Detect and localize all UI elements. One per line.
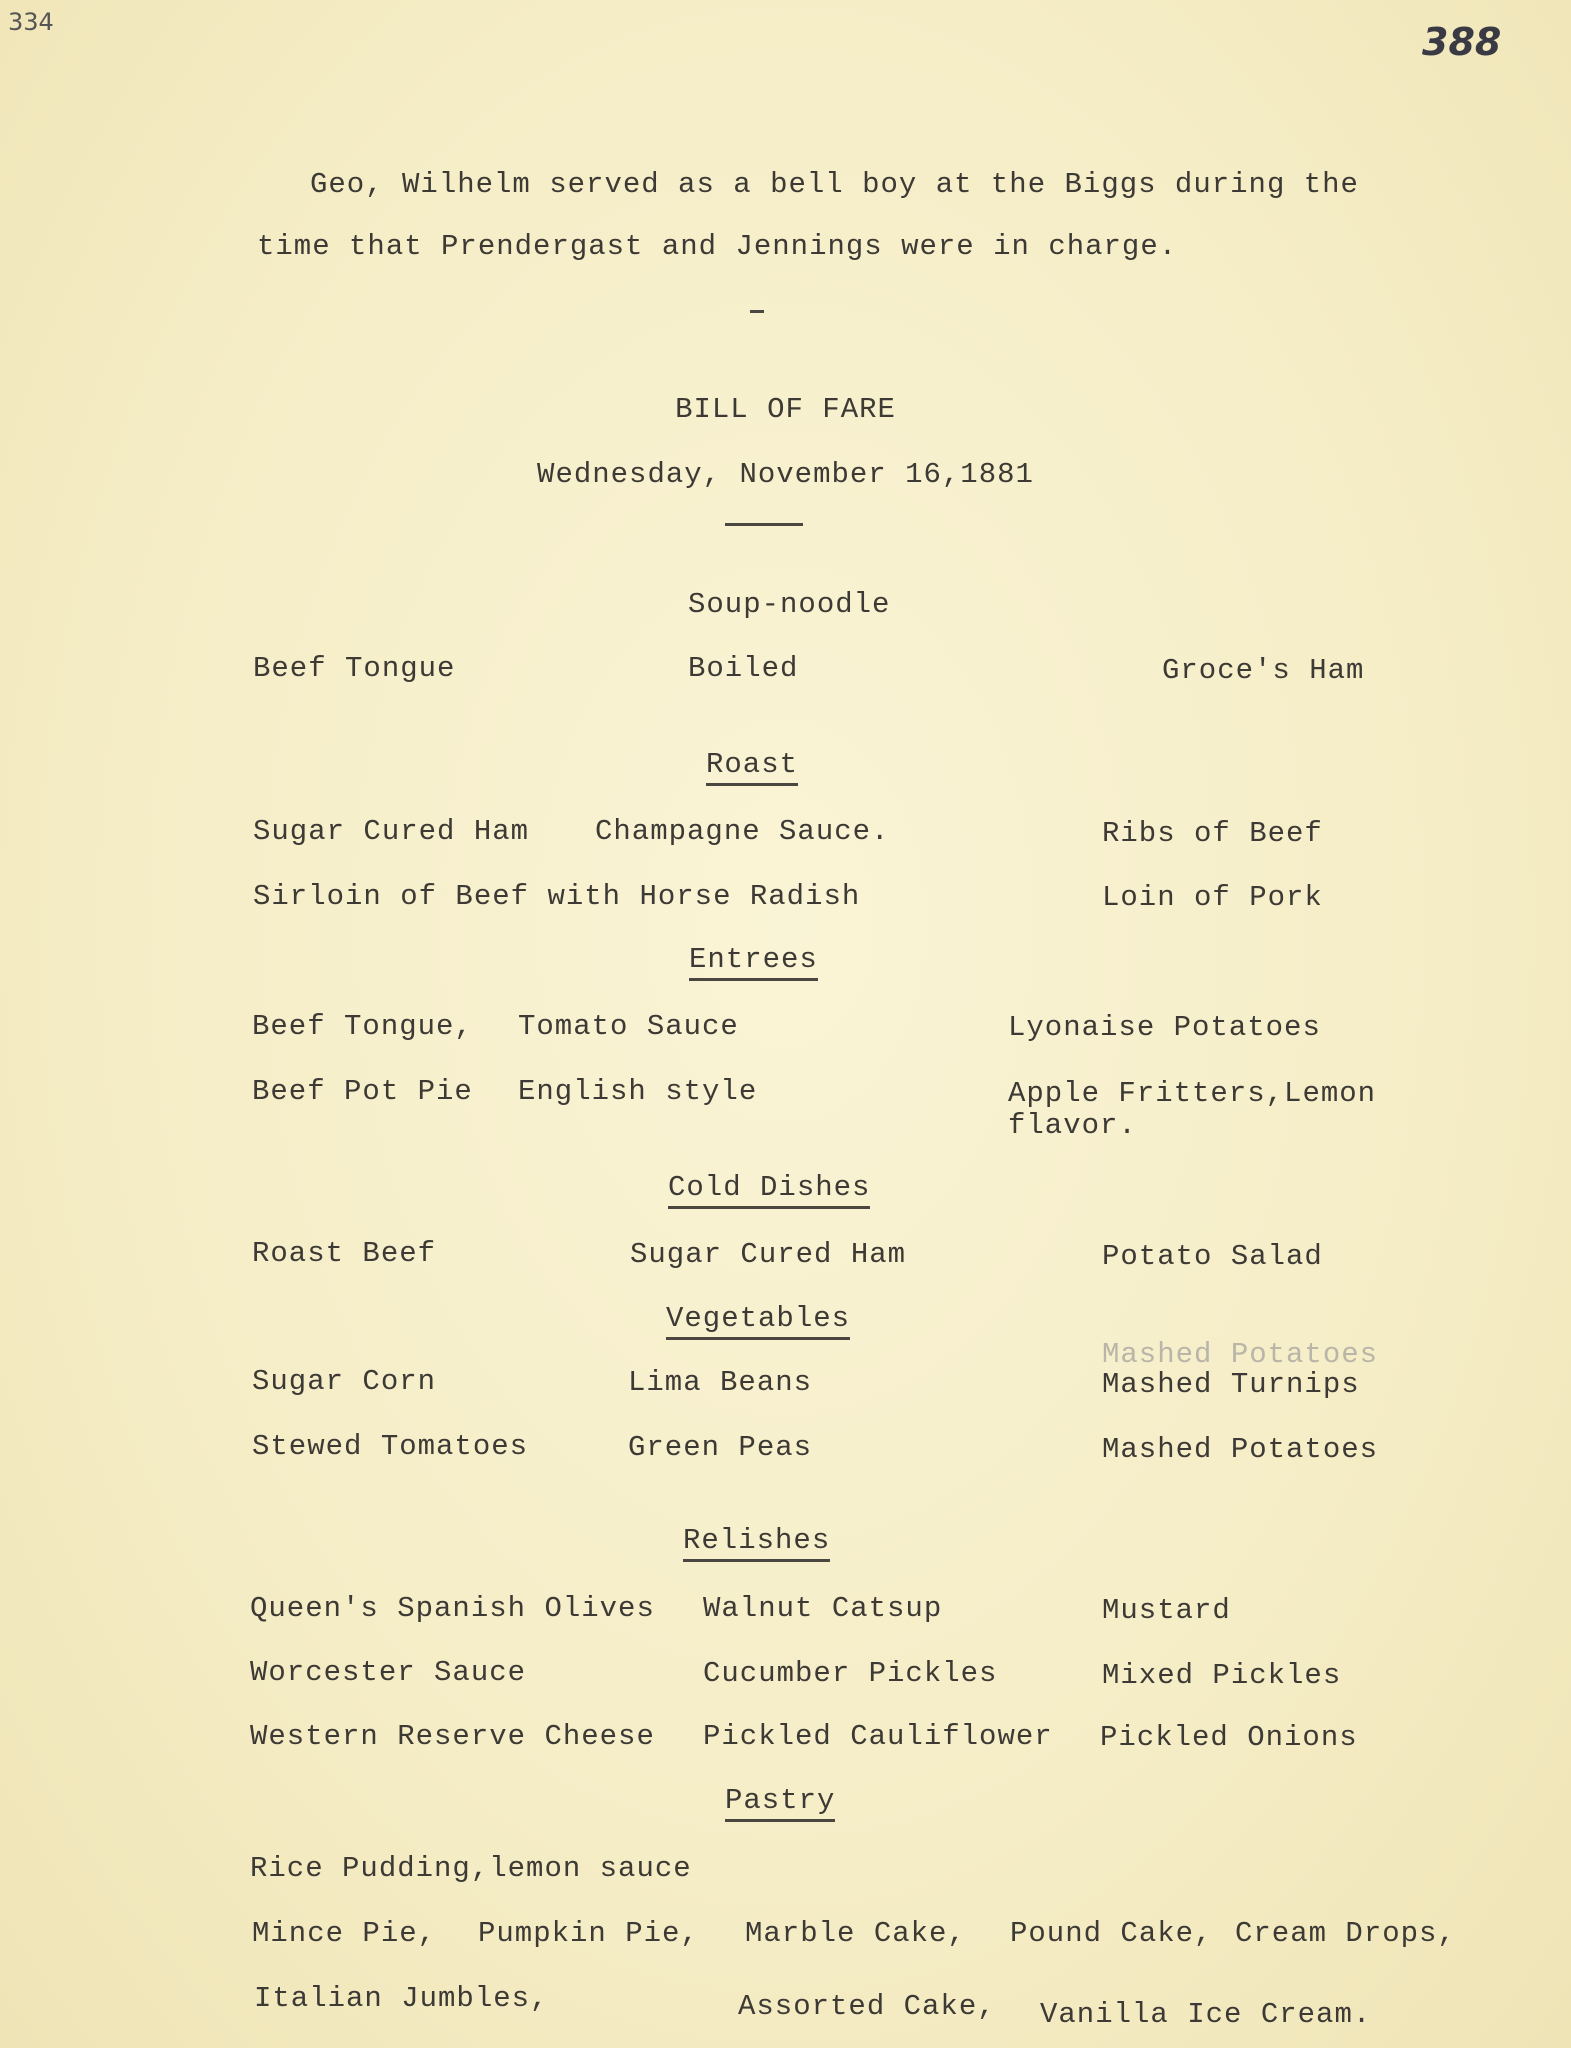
menu-title: BILL OF FARE	[675, 393, 896, 426]
intro-line-2: time that Prendergast and Jennings were in charge.	[257, 230, 1178, 263]
pastry-line3-item2: Assorted Cake,	[738, 1990, 996, 2023]
title-rule	[725, 523, 803, 526]
vegetables-row1-col1: Sugar Corn	[252, 1365, 437, 1398]
relishes-row1-col2: Walnut Catsup	[703, 1592, 943, 1625]
vegetables-row2-col3: Mashed Potatoes	[1102, 1433, 1379, 1466]
page-number-handwritten: 388	[1422, 20, 1502, 64]
intro-line-1: Geo, Wilhelm served as a bell boy at the Biggs during the	[310, 168, 1359, 201]
relishes-row2-col3: Mixed Pickles	[1102, 1659, 1342, 1692]
boiled-right: Groce's Ham	[1162, 654, 1365, 687]
roast-row2-left: Sirloin of Beef with Horse Radish	[253, 880, 861, 913]
pastry-line3-item3: Vanilla Ice Cream.	[1040, 1998, 1372, 2031]
relishes-row3-col1: Western Reserve Cheese	[250, 1720, 655, 1753]
relishes-row2-col1: Worcester Sauce	[250, 1656, 527, 1689]
vegetables-row1-col3: Mashed Turnips	[1102, 1368, 1360, 1401]
entrees-row2-left: Beef Pot Pie	[252, 1075, 473, 1108]
cold-dishes-heading: Cold Dishes	[668, 1171, 870, 1209]
relishes-heading: Relishes	[683, 1524, 830, 1562]
pastry-line2-item2: Pumpkin Pie,	[478, 1917, 699, 1950]
vegetables-row2-col2: Green Peas	[628, 1431, 813, 1464]
entrees-row2-right-line2: flavor.	[1008, 1109, 1137, 1142]
relishes-row3-col3: Pickled Onions	[1100, 1721, 1358, 1754]
vegetables-heading: Vegetables	[666, 1302, 850, 1340]
entrees-heading: Entrees	[689, 943, 818, 981]
cold-dishes-col1: Roast Beef	[252, 1237, 437, 1270]
roast-row1-mid: Champagne Sauce.	[595, 815, 890, 848]
menu-date: Wednesday, November 16,1881	[537, 458, 1034, 491]
vegetables-row2-col1: Stewed Tomatoes	[252, 1430, 529, 1463]
pastry-line2-item1: Mince Pie,	[252, 1917, 437, 1950]
separator-dash	[750, 310, 764, 313]
pastry-line1: Rice Pudding,lemon sauce	[250, 1852, 692, 1885]
pastry-line2-item3: Marble Cake,	[745, 1917, 966, 1950]
entrees-row2-right-line1: Apple Fritters,Lemon	[1008, 1077, 1377, 1110]
boiled-heading: Boiled	[688, 652, 799, 685]
roast-row1-right: Ribs of Beef	[1102, 817, 1323, 850]
vegetables-overstrike: Mashed Potatoes	[1102, 1338, 1379, 1371]
entrees-row1-right: Lyonaise Potatoes	[1008, 1011, 1321, 1044]
cold-dishes-col2: Sugar Cured Ham	[630, 1238, 907, 1271]
relishes-row3-col2: Pickled Cauliflower	[703, 1720, 1053, 1753]
page-number-left: 334	[8, 8, 54, 36]
cold-dishes-col3: Potato Salad	[1102, 1240, 1323, 1273]
entrees-row2-mid: English style	[518, 1075, 758, 1108]
roast-row1-left: Sugar Cured Ham	[253, 815, 530, 848]
entrees-row1-left: Beef Tongue,	[252, 1010, 473, 1043]
roast-heading: Roast	[706, 748, 798, 786]
pastry-heading: Pastry	[725, 1784, 835, 1822]
relishes-row1-col3: Mustard	[1102, 1594, 1231, 1627]
soup-line: Soup-noodle	[688, 588, 891, 621]
boiled-left: Beef Tongue	[253, 652, 456, 685]
pastry-line3-item1: Italian Jumbles,	[254, 1982, 549, 2015]
pastry-line2-item5: Cream Drops,	[1235, 1917, 1456, 1950]
entrees-row1-mid: Tomato Sauce	[518, 1010, 739, 1043]
relishes-row1-col1: Queen's Spanish Olives	[250, 1592, 655, 1625]
roast-row2-right: Loin of Pork	[1102, 881, 1323, 914]
relishes-row2-col2: Cucumber Pickles	[703, 1657, 998, 1690]
pastry-line2-item4: Pound Cake,	[1010, 1917, 1213, 1950]
vegetables-row1-col2: Lima Beans	[628, 1366, 813, 1399]
